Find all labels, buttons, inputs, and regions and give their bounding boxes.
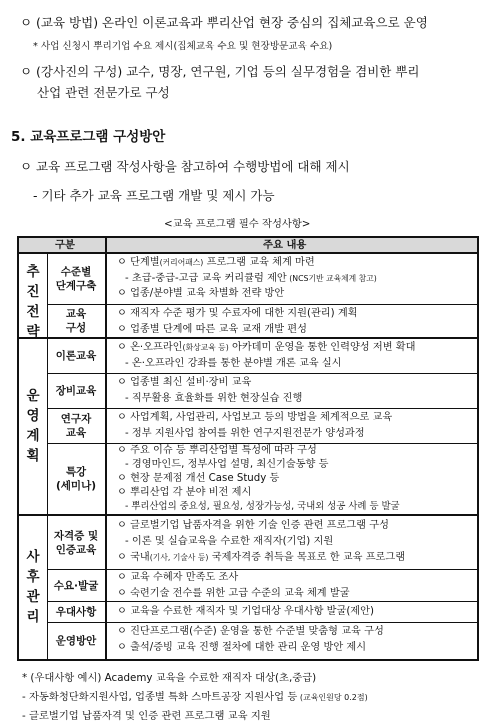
row-rule (47, 408, 477, 409)
row-rule (47, 622, 477, 623)
row-rule (47, 373, 477, 374)
row-rule (47, 601, 477, 602)
row-label-theory: 이론교육 (55, 350, 97, 362)
row-label-preference: 우대사항 (55, 606, 97, 618)
row-label-operation-plan: 운영방안 (55, 635, 97, 647)
row-content-equipment: ㅇ 업종별 최신 설비·장비 교육 - 직무활용 효율화를 위한 현장실습 진행 (117, 377, 303, 404)
row-content-theory: ㅇ 온·오프라인(화상교육 등) 아카데미 운영을 통한 인력양성 저변 확대 - 온·오프라인 강좌를 통한 분야별 개론 교육 실시 (117, 342, 416, 369)
intro-item-method-note: * 사업 신청시 뿌리기업 수요 제시(집체교육 수요 및 현장방문교육 수요) (33, 41, 333, 52)
col-divider-2 (105, 238, 107, 659)
row-content-operation-plan: ㅇ 진단프로그램(수준) 운영을 통한 수준별 맞춤형 교육 구성 ㅇ 출석/증빙 교육 진행 절차에 대한 관리 운영 방안 제시 (117, 626, 384, 653)
row-label-certification: 자격증 및 인증교육 (53, 529, 99, 556)
section-dash: - 기타 추가 교육 프로그램 개발 및 제시 가능 (33, 188, 275, 203)
row-content-researcher: ㅇ 사업계획, 사업관리, 사업보고 등의 방법을 체계적으로 교육 - 정부 지원사업 참여를 위한 연구지원전문가 양성과정 (117, 412, 393, 439)
row-label-education-composition: 교육 구성 (65, 308, 87, 334)
section-label-operation: 운영계획 (26, 388, 40, 464)
note-global-cert: - 글로벌기업 납품자격 및 인증 관련 프로그램 교육 지원 (22, 710, 271, 722)
row-label-level-steps: 수준별 단계구축 (55, 265, 97, 292)
program-table (17, 236, 479, 661)
intro-item-instructors-cont: 산업 관련 전문가로 구성 (37, 85, 170, 100)
section-label-strategy: 추진전략 (26, 264, 40, 340)
section-label-followup: 사후관리 (26, 549, 40, 625)
section-bullet: ㅇ 교육 프로그램 작성사항을 참고하여 수행방법에 대해 제시 (20, 159, 350, 174)
row-content-demand: ㅇ 교육 수혜자 만족도 조사 ㅇ 숙련기술 전수를 위한 고급 수준의 교육 체계 발굴 (117, 572, 350, 599)
row-label-equipment: 장비교육 (55, 385, 97, 397)
header-category: 구분 (55, 239, 75, 251)
col-divider-1 (47, 252, 48, 659)
row-content-level-steps: ㅇ 단계별(커리어패스) 프로그램 교육 체계 마련 - 초급-중급-고급 교육 커리큘럼 제안 (NCS기반 교육체계 참고) ㅇ 업종/분야별 교육 차별화 전략 방안 (117, 257, 377, 299)
table-caption: <교육 프로그램 필수 작성사항> (164, 218, 311, 230)
row-label-researcher: 연구자 교육 (60, 413, 92, 439)
row-content-seminar: ㅇ 주요 이슈 등 뿌리산업별 특성에 따라 구성 - 경영마인드, 정부사업 설명, 최신기술동향 등 ㅇ 현장 문제점 개선 Case Study 등 ㅇ 뿌리산업 각 분야 비전 제시 - 뿌리산업의 중요성, 필요성, 성장가능성, 국내외 성공 사례 등 발굴 (117, 445, 400, 512)
row-label-seminar: 특강 (세미나) (55, 466, 97, 492)
table-header (19, 238, 477, 252)
row-rule (47, 304, 477, 305)
row-content-certification: ㅇ 글로벌기업 납품자격을 위한 기술 인증 관련 프로그램 구성 - 이론 및 실습교육을 수료한 재직자(기업) 지원 ㅇ 국내(기사, 기술사 등) 국제자격증 취득을 목표로 한 교육 프로그램 (117, 520, 406, 563)
intro-item-instructors: ㅇ (강사진의 구성) 교수, 명장, 연구원, 기업 등의 실무경험을 겸비한 뿌리 (20, 64, 420, 79)
row-content-preference: ㅇ 교육을 수료한 재직자 및 기업대상 우대사항 발굴(제안) (117, 606, 374, 617)
note-smart-factory: - 자동화청단화지원사업, 업종별 특화 스마트공장 지원사업 등 (교육인원당 0.2점) (22, 691, 368, 703)
row-label-demand: 수요·발굴 (53, 579, 99, 592)
intro-item-method: ㅇ (교육 방법) 온라인 이론교육과 뿌리산업 현장 중심의 집체교육으로 운영 (20, 15, 428, 30)
note-preference-example: * (우대사항 예시) Academy 교육을 수료한 재직자 대상(초,중급) (22, 672, 317, 684)
section-heading: 5. 교육프로그램 구성방안 (11, 129, 166, 145)
row-content-education-composition: ㅇ 재직자 수준 평가 및 수료자에 대한 지원(관리) 계획 ㅇ 업종별 단계에 따른 교육 교재 개발 편성 (117, 308, 358, 335)
header-content: 주요 내용 (263, 239, 307, 251)
